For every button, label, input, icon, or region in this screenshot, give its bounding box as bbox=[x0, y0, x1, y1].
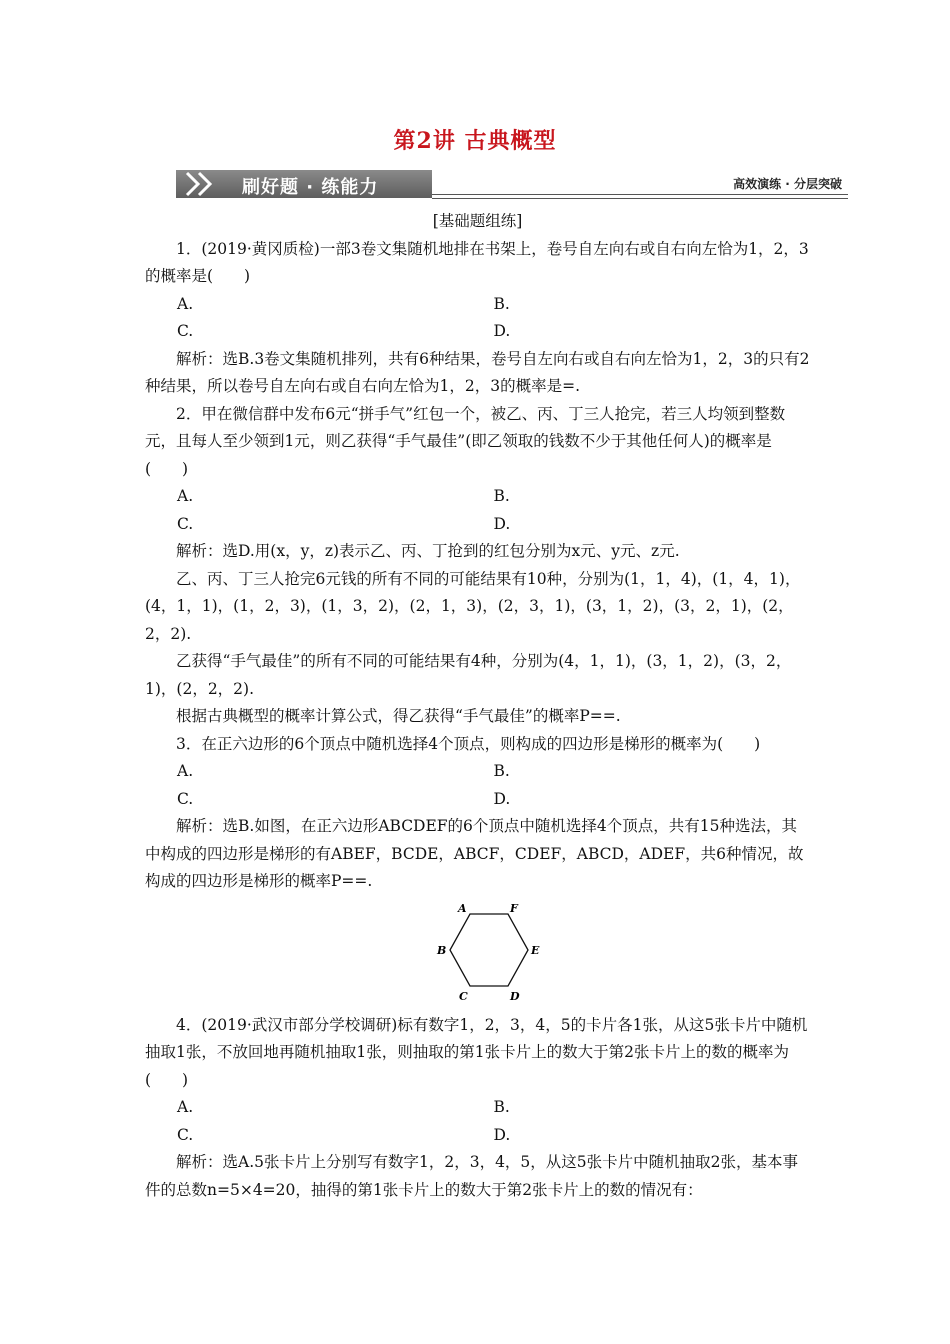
problem-1 bbox=[145, 236, 810, 401]
hexagon-diagram bbox=[430, 902, 550, 1010]
vertex-label-e: E bbox=[531, 943, 540, 957]
option-a: A. bbox=[177, 1098, 194, 1116]
vertex-label-b: B bbox=[437, 943, 447, 957]
option-d: D. bbox=[493, 322, 511, 340]
vertex-label-a: A bbox=[458, 901, 467, 915]
options-row bbox=[145, 483, 810, 511]
problem-stem: 3．在正六边形的6个顶点中随机选择4个顶点，则构成的四边形是梯形的概率为( ) bbox=[176, 734, 761, 753]
vertex-label-c: C bbox=[459, 989, 468, 1003]
option-c: C. bbox=[177, 322, 194, 340]
option-b: B. bbox=[493, 762, 510, 780]
vertex-label-d: D bbox=[510, 989, 520, 1003]
options-row bbox=[145, 786, 810, 814]
hexagon-figure bbox=[145, 900, 810, 1012]
problem-stem: 4．(2019·武汉市部分学校调研)标有数字1，2，3，4，5的卡片各1张，从这5张卡片中随机抽取1张，不放回地再随机抽取1张，则抽取的第1张卡片上的数大于第2张卡片上的数的概率为( ) bbox=[145, 1015, 808, 1089]
option-c: C. bbox=[177, 1125, 194, 1144]
solution: 乙、丙、丁三人抢完6元钱的所有不同的可能结果有10种，分别为(1，1，4)，(1，4，1)，(4，1，1)，(1，2，3)，(1，3，2)，(2，1，3)，(2，3，1)，(3，1，2)，(3，2，1)，(2，2，2). bbox=[145, 569, 801, 643]
vertex-label-f: F bbox=[510, 901, 518, 915]
problem-stem: 1．(2019·黄冈质检)一部3卷文集随机地排在书架上，卷号自左向右或自右向左恰为1，2，3的概率是( ) bbox=[145, 239, 809, 285]
options-row bbox=[145, 1122, 810, 1150]
option-d: D. bbox=[493, 1125, 511, 1144]
options-row bbox=[145, 511, 810, 539]
banner-subtitle: 高效演练 · 分层突破 bbox=[733, 177, 842, 191]
solution: 乙获得“手气最佳”的所有不同的可能结果有4种，分别为(4，1，1)，(3，1，2)，(3，2，1)，(2，2，2). bbox=[145, 652, 792, 698]
solution: 解析：选D.用(x，y，z)表示乙、丙、丁抢到的红包分别为x元、y元、z元. bbox=[176, 542, 680, 560]
problem-stem: 2．甲在微信群中发布6元“拼手气”红包一个，被乙、丙、丁三人抢完，若三人均领到整数元，且每人至少领到1元，则乙获得“手气最佳”(即乙领取的钱数不少于其他任何人)的概率是( ) bbox=[145, 404, 786, 478]
option-d: D. bbox=[493, 514, 511, 533]
problem-4 bbox=[145, 1012, 810, 1205]
options-row bbox=[145, 758, 810, 786]
option-a: A. bbox=[177, 487, 194, 505]
page-title: 第2讲 古典概型 bbox=[393, 128, 557, 154]
problem-2 bbox=[145, 401, 810, 731]
options-row bbox=[145, 318, 810, 346]
option-c: C. bbox=[177, 789, 194, 808]
solution: 解析：选B.如图，在正六边形ABCDEF的6个顶点中随机选择4个顶点，共有15种选法，其中构成的四边形是梯形的有ABEF，BCDE，ABCF，CDEF，ABCD，ADEF，共6种情况，故构成的四边形是梯形的概率P==. bbox=[145, 817, 804, 890]
options-row bbox=[145, 291, 810, 319]
option-a: A. bbox=[177, 762, 194, 780]
solution: 解析：选A.5张卡片上分别写有数字1，2，3，4，5，从这5张卡片中随机抽取2张，基本事件的总数n=5×4=20，抽得的第1张卡片上的数大于第2张卡片上的数的情况有： bbox=[145, 1153, 799, 1199]
banner-label: 刷好题 · 练能力 bbox=[242, 177, 379, 198]
solution: 解析：选B.3卷文集随机排列，共有6种结果，卷号自左向右或自右向左恰为1，2，3的只有2种结果，所以卷号自左向右或自右向左恰为1，2，3的概率是=. bbox=[145, 349, 810, 395]
section-banner bbox=[176, 168, 848, 200]
banner-rule bbox=[432, 194, 848, 199]
double-chevron-icon bbox=[184, 171, 218, 197]
option-b: B. bbox=[493, 294, 510, 313]
option-b: B. bbox=[493, 1098, 510, 1116]
option-b: B. bbox=[493, 487, 510, 505]
problem-3 bbox=[145, 731, 810, 1012]
option-c: C. bbox=[177, 514, 194, 533]
option-d: D. bbox=[493, 789, 511, 808]
content bbox=[145, 208, 810, 1204]
solution: 根据古典概型的概率计算公式，得乙获得“手气最佳”的概率P==. bbox=[176, 707, 621, 725]
options-row bbox=[145, 1094, 810, 1122]
section-title: [基础题组练] bbox=[432, 212, 523, 230]
option-a: A. bbox=[177, 294, 194, 313]
